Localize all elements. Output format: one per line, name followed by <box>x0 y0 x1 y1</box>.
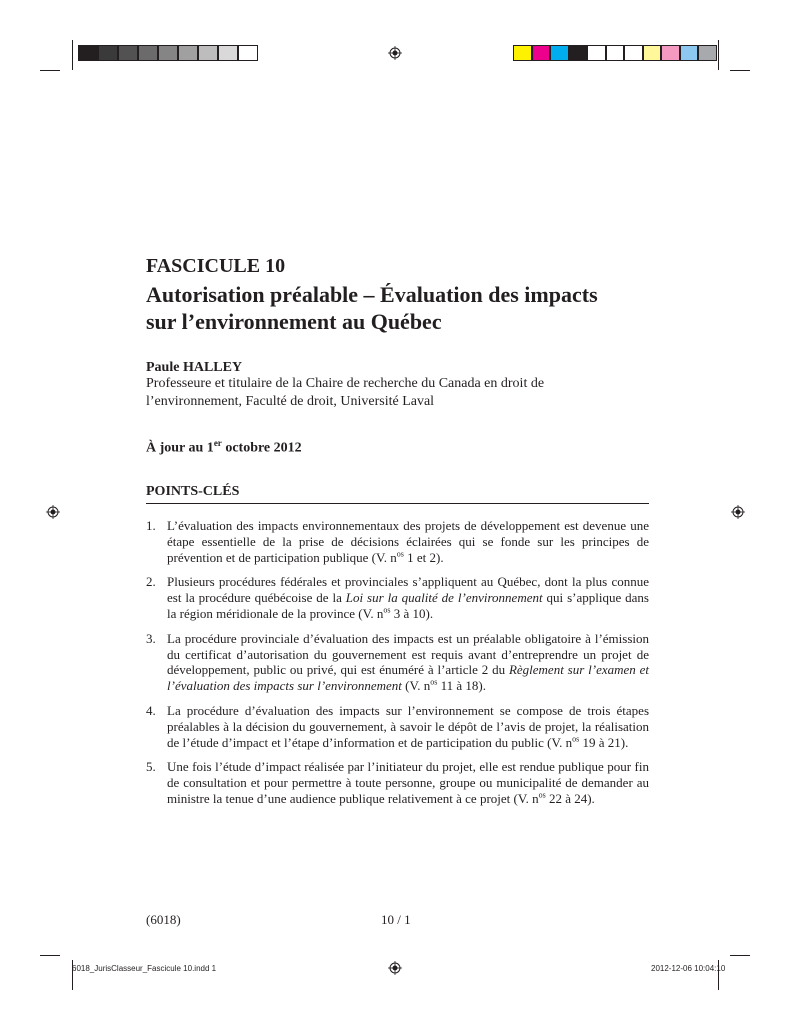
point-end: 3 à 10). <box>390 605 434 621</box>
point-text: La procédure d’évaluation des impacts sur l’environnement se compose de trois étapes préalables à la décision du gouvernement, à savoir le dépôt de l’avis de projet, la réalisation de l’étude d’impact et l’étape d’information et de participation du public (V. n <box>167 702 649 750</box>
color-swatch-7 <box>624 45 643 61</box>
list-item <box>146 759 649 806</box>
crop-mark-top-right-v <box>718 40 719 70</box>
registration-mark-bottom-icon <box>388 961 402 975</box>
affiliation-line-1: Professeure et titulaire de la Chaire de recherche du Canada en droit de <box>146 376 545 391</box>
grey-swatch-9 <box>238 45 258 61</box>
color-swatch-3 <box>550 45 569 61</box>
point-text: La procédure provinciale d’évaluation des impacts est un préalable obligatoire à l’émission du certificat d’autorisation du gouvernement est requis avant d’entreprendre un projet de développement, public ou privé, qui est énuméré à l’article 2 du <box>167 630 649 678</box>
point-text-2: qui s’applique dans la région méridionale de la province (V. n <box>167 590 649 621</box>
point-sup: os <box>396 549 404 559</box>
point-number: 2. <box>146 574 156 590</box>
page-number: 10 / 1 <box>381 912 411 927</box>
slug-timestamp: 2012-12-06 10:04:10 <box>651 964 726 973</box>
list-item <box>146 518 649 565</box>
point-end: 22 à 24). <box>545 790 595 806</box>
date-sup: er <box>213 438 222 448</box>
crop-mark-bottom-left-h <box>40 955 60 956</box>
color-swatch-8 <box>643 45 662 61</box>
grey-swatch-6 <box>178 45 198 61</box>
points-list <box>146 518 649 816</box>
point-end: 1 et 2). <box>403 549 444 565</box>
point-sup: os <box>572 734 580 744</box>
author-affiliation <box>146 375 646 411</box>
color-swatch-4 <box>569 45 588 61</box>
update-date <box>146 438 302 457</box>
fascicule-label: FASCICULE 10 <box>146 255 286 277</box>
grey-swatch-4 <box>138 45 158 61</box>
author-name: Paule HALLEY <box>146 360 243 375</box>
list-item <box>146 574 649 621</box>
registration-mark-right-icon <box>731 505 745 519</box>
points-heading-rule <box>146 503 649 504</box>
point-end: 11 à 18). <box>437 678 486 694</box>
point-number: 4. <box>146 702 156 718</box>
grey-swatch-1 <box>78 45 98 61</box>
color-swatch-1 <box>513 45 532 61</box>
title-line-2: sur l’environnement au Québec <box>146 309 442 334</box>
title-line-1: Autorisation préalable – Évaluation des impacts <box>146 282 598 307</box>
list-item <box>146 631 649 694</box>
point-number: 5. <box>146 759 156 775</box>
list-item <box>146 703 649 750</box>
page-title <box>146 281 666 335</box>
crop-mark-top-left-v <box>72 40 73 70</box>
point-number: 3. <box>146 630 156 646</box>
point-text: L’évaluation des impacts environnementaux des projets de développement est devenue une étape essentielle de la prise de décisions éclairées qui se fonde sur les principes de prévention et de participation publique (V. n <box>167 518 649 565</box>
point-text: Une fois l’étude d’impact réalisée par l’initiateur du projet, elle est rendue publique pour fin de consultation et pour permettre à toute personne, groupe ou municipalité de demander au ministre la tenue d’une audience publique relativement à ce projet (V. n <box>167 759 649 806</box>
point-end: 19 à 21). <box>579 734 629 750</box>
grey-swatch-3 <box>118 45 138 61</box>
point-italic: Règlement sur l’examen et l’évaluation des impacts sur l’environnement <box>167 662 649 694</box>
registration-mark-top-icon <box>388 46 402 60</box>
grey-swatch-7 <box>198 45 218 61</box>
color-swatch-5 <box>587 45 606 61</box>
point-italic: Loi sur la qualité de l’environnement <box>345 590 543 606</box>
color-swatch-6 <box>606 45 625 61</box>
points-heading: POINTS-CLÉS <box>146 484 240 499</box>
grey-swatch-8 <box>218 45 238 61</box>
grey-swatch-2 <box>98 45 118 61</box>
grey-swatch-5 <box>158 45 178 61</box>
color-swatch-11 <box>698 45 717 61</box>
color-swatch-2 <box>532 45 551 61</box>
slug-filename: 6018_JurisClasseur_Fascicule 10.indd 1 <box>72 964 217 973</box>
point-sup: os <box>383 605 391 615</box>
crop-mark-bottom-right-h <box>730 955 750 956</box>
registration-mark-left-icon <box>46 505 60 519</box>
point-number: 1. <box>146 518 156 533</box>
point-text-2: (V. n <box>401 678 431 694</box>
color-swatch-10 <box>680 45 699 61</box>
affiliation-line-2: l’environnement, Faculté de droit, Université Laval <box>146 394 435 409</box>
point-text: Plusieurs procédures fédérales et provinciales s’appliquent au Québec, dont la plus connue est la procédure québécoise de la <box>167 574 649 606</box>
point-sup: os <box>538 790 546 800</box>
point-sup: os <box>430 677 438 687</box>
color-swatch-9 <box>661 45 680 61</box>
date-suffix: octobre 2012 <box>221 440 302 456</box>
date-prefix: À jour au 1 <box>146 440 214 456</box>
footer-code: (6018) <box>146 912 181 927</box>
crop-mark-top-right-h <box>730 70 750 71</box>
crop-mark-top-left-h <box>40 70 60 71</box>
